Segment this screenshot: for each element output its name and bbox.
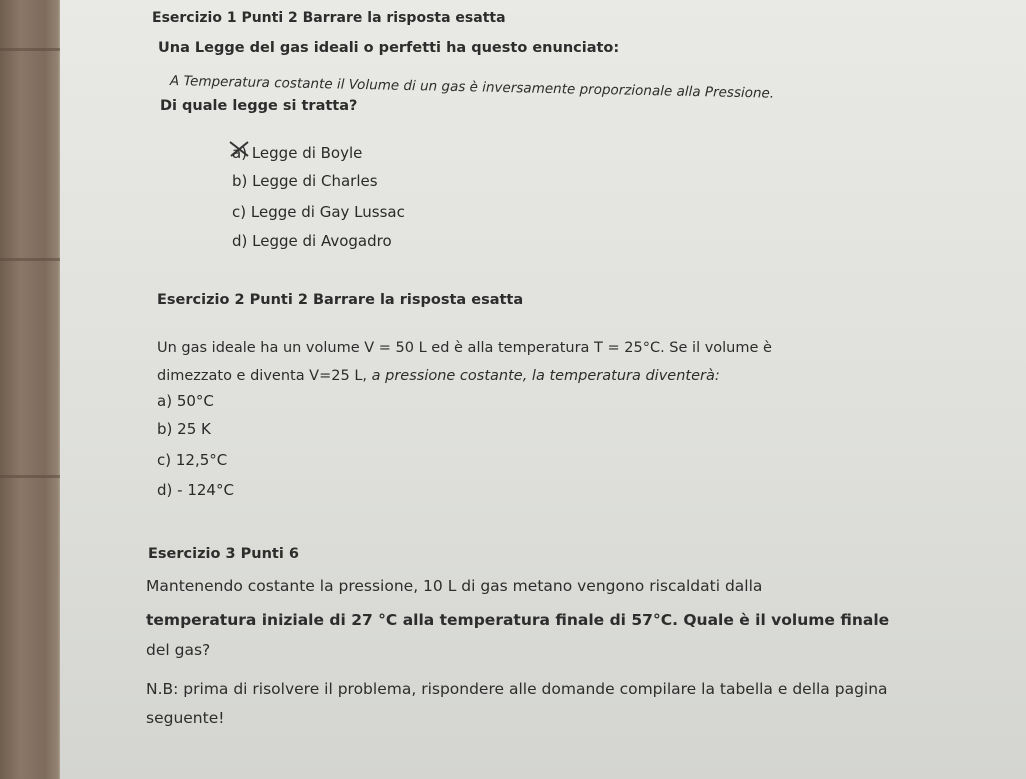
option-label: b)	[157, 420, 173, 438]
wood-seam	[0, 475, 62, 478]
option-label: b)	[232, 172, 248, 190]
option-text: Legge di Avogadro	[252, 232, 392, 250]
ex3-line2: temperatura iniziale di 27 °C alla temperatura finale di 57°C. Quale è il volume finale	[146, 611, 890, 629]
option-text: Legge di Charles	[252, 172, 378, 190]
ex2-option-d[interactable]	[157, 481, 234, 499]
ex1-option-b[interactable]	[232, 172, 378, 190]
ex2-option-c[interactable]	[157, 451, 227, 469]
ex1-law-text: A Temperatura costante il Volume di un gas è inversamente proporzionale alla Pressione.	[169, 73, 775, 102]
option-label: d)	[157, 481, 173, 499]
ex3-note-end: seguente!	[146, 709, 225, 727]
wood-seam	[0, 48, 62, 51]
option-label: c)	[232, 203, 247, 221]
ex2-option-a[interactable]	[157, 392, 214, 410]
option-label: a)	[157, 392, 173, 410]
ex1-option-a[interactable]	[232, 144, 362, 162]
option-text: 25 K	[177, 420, 211, 438]
option-label: d)	[232, 232, 248, 250]
ex2-statement-line2	[157, 368, 720, 384]
option-text: 12,5°C	[175, 451, 228, 469]
ex2-title: Esercizio 2 Punti 2 Barrare la risposta esatta	[157, 292, 524, 308]
wood-seam	[0, 258, 62, 261]
option-text: - 124°C	[177, 481, 234, 499]
ex2-statement-line2-end: a pressione costante, la temperatura diventerà:	[371, 368, 720, 384]
option-text: Legge di Boyle	[251, 144, 363, 162]
ex1-title: Esercizio 1 Punti 2 Barrare la risposta esatta	[152, 10, 506, 26]
ex2-statement-line1: Un gas ideale ha un volume V = 50 L ed è alla temperatura T = 25°C. Se il volume è	[157, 340, 772, 356]
ex1-option-c[interactable]	[232, 203, 405, 221]
worksheet-page	[60, 0, 1026, 779]
ex2-option-b[interactable]	[157, 420, 211, 438]
option-label: c)	[157, 451, 172, 469]
option-text: Legge di Gay Lussac	[250, 203, 405, 221]
ex3-note: N.B: prima di risolvere il problema, rispondere alle domande compilare la tabella e della pagina	[146, 680, 888, 698]
ex3-line1: Mantenendo costante la pressione, 10 L di gas metano vengono riscaldati dalla	[146, 577, 763, 595]
ex1-option-d[interactable]	[232, 232, 392, 250]
option-text: 50°C	[176, 392, 214, 410]
ex3-title: Esercizio 3 Punti 6	[148, 546, 299, 562]
ex1-statement: Una Legge del gas ideali o perfetti ha questo enunciato:	[158, 40, 620, 56]
ex1-question: Di quale legge si tratta?	[160, 98, 358, 114]
ex3-line3: del gas?	[146, 641, 211, 659]
option-label: a)	[232, 144, 248, 162]
ex2-statement-line2-start: dimezzato e diventa V=25 L,	[157, 368, 372, 384]
